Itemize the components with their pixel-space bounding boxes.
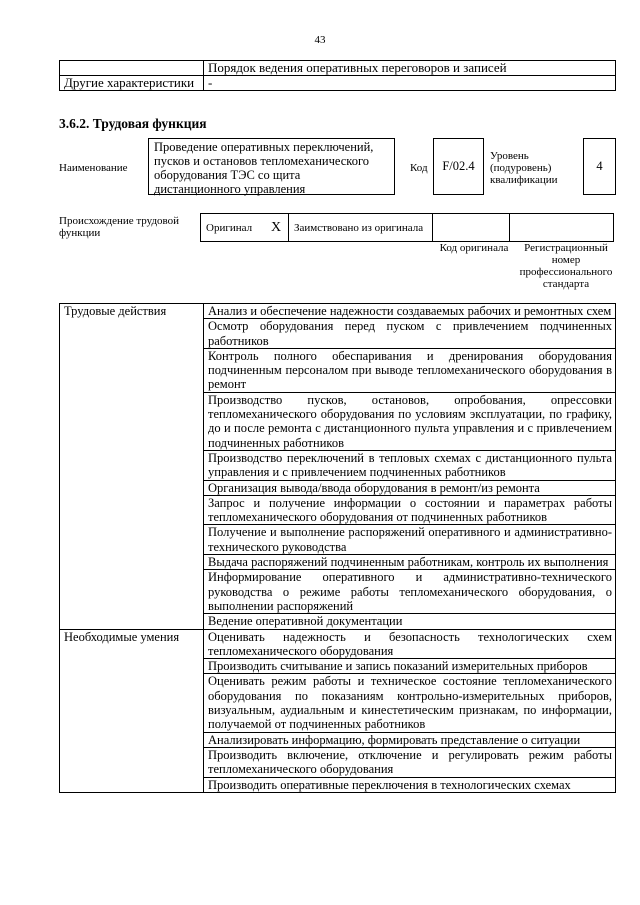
origin-code-cell — [433, 214, 510, 242]
labor-action: Информирование оперативного и административно-технического руководства о режиме работы тепломеханического оборудования, о выполнении распоряжений — [204, 570, 616, 614]
labor-action: Получение и выполнение распоряжений оперативного и административно-технического руководства — [204, 525, 616, 555]
code-label: Код — [410, 162, 428, 174]
skill: Анализировать информацию, формировать представление о ситуации — [204, 732, 616, 747]
origin-table — [200, 213, 614, 242]
function-code: F/02.4 — [433, 138, 484, 195]
level-label: Уровень (подуровень) квалификации — [490, 150, 558, 186]
labor-action: Ведение оперативной документации — [204, 614, 616, 629]
row-label — [60, 61, 204, 76]
row-value: Порядок ведения оперативных переговоров и записей — [204, 61, 616, 76]
table-row — [60, 61, 616, 76]
labor-action: Контроль полного обеспаривания и дренирования оборудования подчиненным персоналом при выводе тепломеханического оборудования в ремонт — [204, 348, 616, 392]
table-row — [60, 629, 616, 659]
labor-action: Анализ и обеспечение надежности создаваемых рабочих и ремонтных схем — [204, 304, 616, 319]
skill: Производить считывание и запись показаний измерительных приборов — [204, 659, 616, 674]
characteristics-table — [59, 60, 616, 91]
skill: Оценивать надежность и безопасность технологических схем тепломеханического оборудования — [204, 629, 616, 659]
origin-label: Происхождение трудовой функции — [59, 215, 180, 239]
skill: Производить включение, отключение и регулировать режим работы тепломеханического оборудования — [204, 747, 616, 777]
row-label: Другие характеристики — [60, 76, 204, 91]
labor-action: Производство пусков, остановов, опробования, опрессовки тепломеханического оборудования по условиям эксплуатации, по графику, до и после ремонта с дистанционного пульта управления и с привлечением подчиненных работников — [204, 392, 616, 450]
function-table — [59, 303, 616, 793]
qualification-level: 4 — [583, 138, 616, 195]
function-name: Проведение оперативных переключений, пусков и остановов тепломеханического оборудования ТЭС со щита дистанционного управления — [148, 138, 395, 195]
labor-action: Организация вывода/ввода оборудования в ремонт/из ремонта — [204, 480, 616, 495]
skills-label: Необходимые умения — [60, 629, 204, 792]
row-value: - — [204, 76, 616, 91]
table-row — [60, 76, 616, 91]
origin-reg-caption: Регистрационный номер профессионального стандарта — [519, 242, 613, 290]
table-row — [60, 304, 616, 319]
page-number: 43 — [314, 34, 326, 46]
origin-mark: X — [264, 214, 289, 242]
labor-action: Запрос и получение информации о состоянии и параметрах работы тепломеханического оборудования от подчиненных работников — [204, 495, 616, 525]
labor-actions-label: Трудовые действия — [60, 304, 204, 630]
skill: Оценивать режим работы и техническое состояние тепломеханического оборудования по показаниям контрольно-измерительных приборов, визуальным, аудиальным и кинестетическим признакам, по информации, получаемой от подчиненных работников — [204, 674, 616, 732]
labor-action: Производство переключений в тепловых схемах с дистанционного пульта управления и с привлечением подчиненных работников — [204, 450, 616, 480]
origin-code-caption: Код оригинала — [439, 242, 509, 254]
labor-action: Осмотр оборудования перед пуском с привлечением подчиненных работников — [204, 319, 616, 349]
origin-original: Оригинал — [201, 214, 265, 242]
labor-action: Выдача распоряжений подчиненным работникам, контроль их выполнения — [204, 555, 616, 570]
name-label: Наименование — [59, 162, 128, 174]
section-title: 3.6.2. Трудовая функция — [59, 116, 207, 131]
origin-borrowed: Заимствовано из оригинала — [289, 214, 433, 242]
skill: Производить оперативные переключения в технологических схемах — [204, 777, 616, 792]
origin-reg-cell — [510, 214, 614, 242]
